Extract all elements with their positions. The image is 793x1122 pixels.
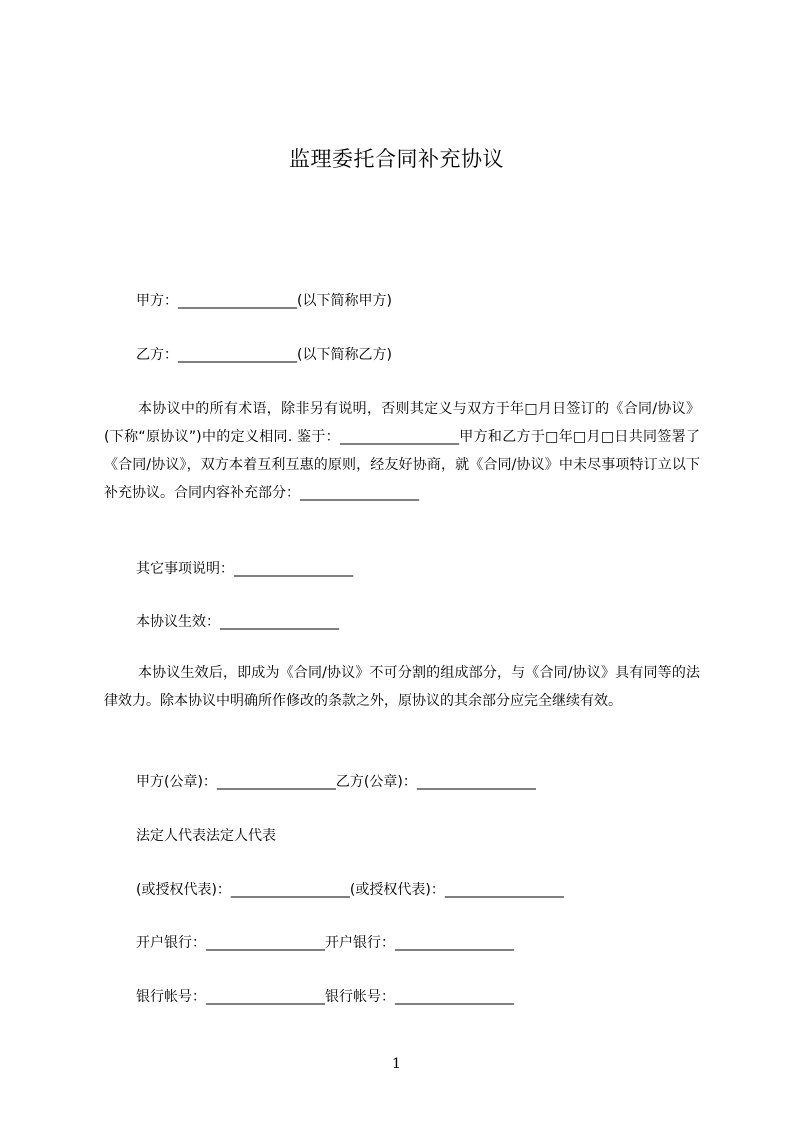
other-matters-line: 其它事项说明：_________________: [136, 561, 353, 577]
party-b-line: 乙方：_________________(以下简称乙方): [136, 347, 392, 363]
legal-representative-line: 法定人代表法定人代表: [136, 828, 276, 844]
page-number: 1: [392, 1056, 401, 1072]
document-title: 监理委托合同补充协议: [289, 147, 504, 171]
authorized-representative-line: (或授权代表)：_________________(或授权代表)：_________________: [136, 882, 564, 898]
effect-paragraph: 本协议生效后，即成为《合同/协议》不可分割的组成部分，与《合同/协议》具有同等的法律效力。除本协议中明确所作修改的条款之外，原协议的其余部分应完全继续有效。: [104, 665, 700, 709]
party-a-line: 甲方：_________________(以下简称甲方): [136, 293, 392, 309]
bank-account-line: 银行帐号：_________________银行帐号：_________________: [136, 989, 514, 1005]
seal-line: 甲方(公章)：_________________乙方(公章)：_________________: [136, 774, 536, 790]
intro-paragraph: 本协议中的所有术语，除非另有说明，否则其定义与双方于年□月日签订的《合同/协议》(下称“原协议”)中的定义相同. 鉴于：_________________甲方和乙方于□年□月□日共同签署了《合同/协议》，双方本着互利互惠的原则，经友好协商，就《合同/协议》中未尽事项特订立以下补充协议。合同内容补充部分：_________________: [104, 401, 700, 501]
effective-line: 本协议生效：_________________: [136, 614, 339, 630]
bank-line: 开户银行：_________________开户银行：_________________: [136, 935, 514, 951]
